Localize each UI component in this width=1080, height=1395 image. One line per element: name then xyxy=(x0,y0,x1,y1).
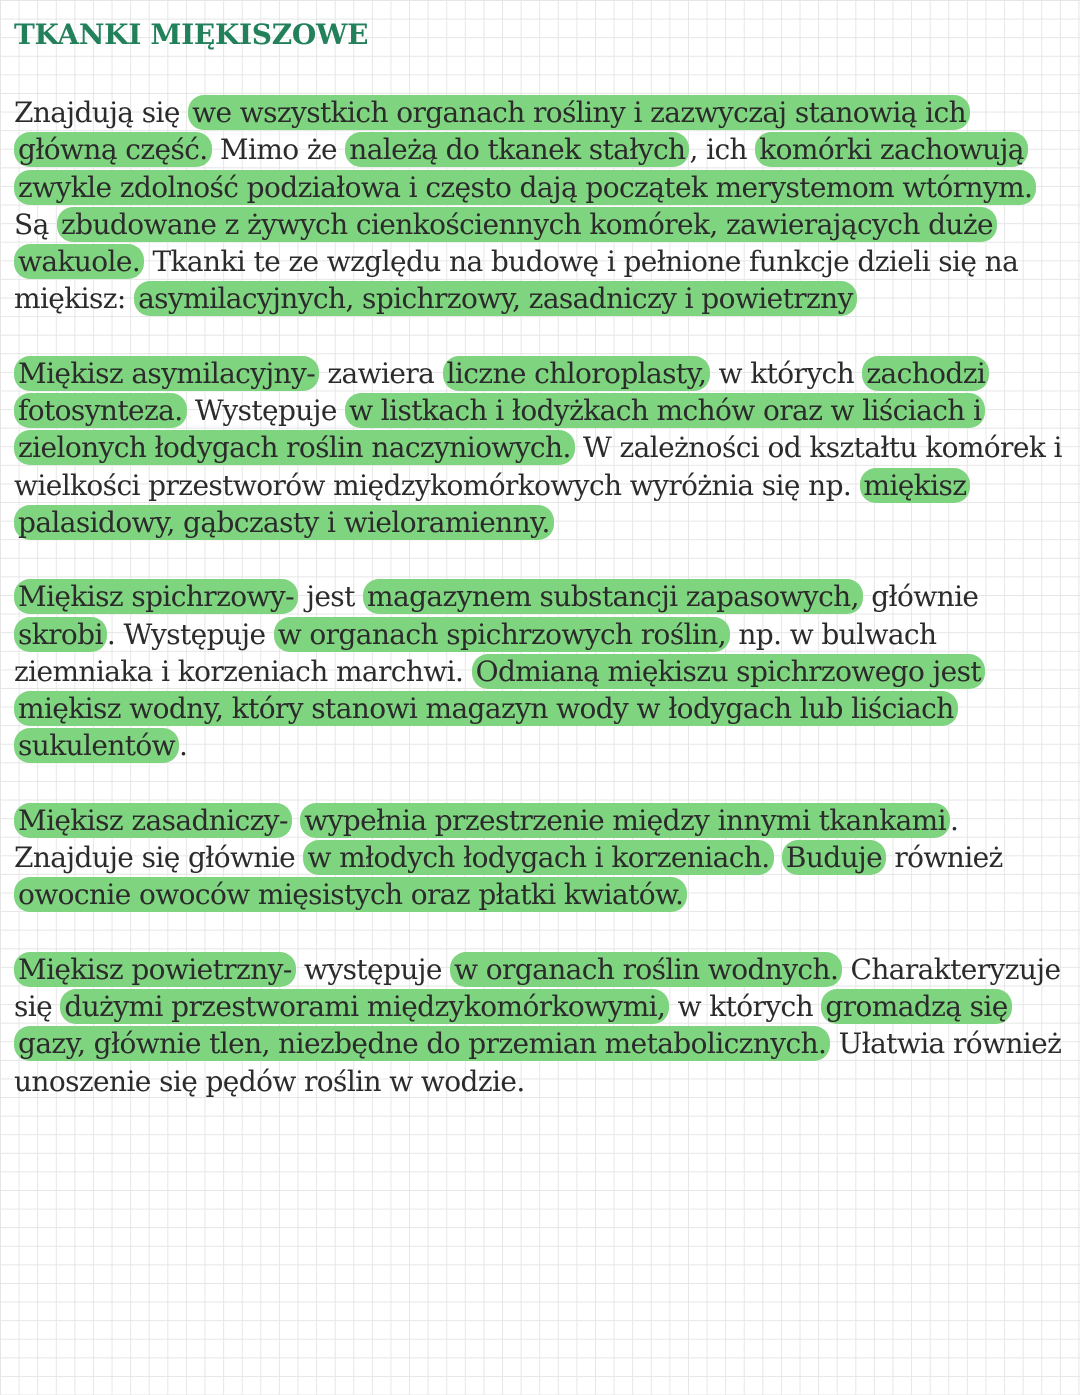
paragraph-intro xyxy=(14,94,1070,318)
highlighted-text: Odmianą miękiszu spichrzowego jest miękisz wodny, który stanowi magazyn wody w łodygach lub liściach sukulentów xyxy=(14,654,985,764)
highlighted-text: liczne chloroplasty, xyxy=(443,356,711,391)
highlighted-text: Miękisz asymilacyjny- xyxy=(14,356,319,391)
text-segment: . xyxy=(179,729,188,763)
text-segment: . Znajduje się głównie xyxy=(14,803,959,875)
text-segment: w których xyxy=(669,989,822,1023)
text-segment xyxy=(292,804,300,837)
text-segment: również xyxy=(886,841,1003,875)
text-segment: jest xyxy=(297,580,364,614)
text-segment: Występuje xyxy=(186,394,346,428)
paragraph-spichrzowy xyxy=(14,578,1070,764)
text-segment: Znajdują się xyxy=(14,96,189,129)
text-segment: Mimo że xyxy=(211,133,346,167)
highlighted-text: zbudowane z żywych cienkościennych komórek, zawierających duże wakuole. xyxy=(14,207,997,279)
highlighted-text: Miękisz powietrzny- xyxy=(14,952,296,987)
text-segment: Są xyxy=(14,207,57,241)
paragraph-asymilacyjny xyxy=(14,355,1070,541)
highlighted-text: wypełnia przestrzenie między innymi tkankami xyxy=(300,803,950,838)
paragraph-zasadniczy xyxy=(14,802,1070,914)
highlighted-text: w organach roślin wodnych. xyxy=(450,952,842,987)
highlighted-text: asymilacyjnych, spichrzowy, zasadniczy i powietrzny xyxy=(134,281,857,316)
note-page xyxy=(14,14,1070,1137)
paragraph-powietrzny xyxy=(14,951,1070,1100)
text-segment: , ich xyxy=(689,133,756,167)
highlighted-text: w listkach i łodyżkach mchów oraz w liściach i zielonych łodygach roślin naczyniowych. xyxy=(14,393,985,465)
text-segment: w których xyxy=(710,356,863,390)
highlighted-text: Miękisz spichrzowy- xyxy=(14,579,298,614)
highlighted-text: magazynem substancji zapasowych, xyxy=(363,579,863,614)
text-segment: . Występuje xyxy=(106,617,274,651)
text-segment: Tkanki te ze względu na budowę i pełnione funkcje dzieli się na miękisz: xyxy=(14,245,1019,316)
text-segment xyxy=(774,841,782,874)
highlighted-text: zachodzi fotosynteza. xyxy=(14,356,989,428)
highlighted-text: Miękisz zasadniczy- xyxy=(14,803,292,838)
highlighted-text: skrobi xyxy=(14,617,107,652)
text-segment: Ułatwia również unoszenie się pędów roślin w wodzie. xyxy=(14,1027,1062,1098)
highlighted-text: gromadzą się gazy, głównie tlen, niezbędne do przemian metabolicznych. xyxy=(14,989,1012,1061)
highlighted-text: we wszystkich organach rośliny i zazwyczaj stanowią ich główną część. xyxy=(14,95,970,167)
text-segment: zawiera xyxy=(319,356,443,390)
highlighted-text: miękisz palasidowy, gąbczasty i wieloramienny. xyxy=(14,468,970,540)
highlighted-text: w organach spichrzowych roślin, xyxy=(274,617,730,652)
highlighted-text: owocnie owoców mięsistych oraz płatki kwiatów. xyxy=(14,877,687,912)
text-segment: Charakteryzuje się xyxy=(14,952,1061,1023)
text-segment: np. w bulwach ziemniaka i korzeniach marchwi. xyxy=(14,617,937,688)
page-title: TKANKI MIĘKISZOWE xyxy=(14,18,369,51)
highlighted-text: dużymi przestworami międzykomórkowymi, xyxy=(60,989,669,1024)
text-segment: głównie xyxy=(862,580,979,614)
highlighted-text: w młodych łodygach i korzeniach. xyxy=(303,840,773,875)
highlighted-text: należą do tkanek stałych xyxy=(345,132,689,167)
highlighted-text: Buduje xyxy=(782,840,886,875)
highlighted-text: komórki zachowują zwykle zdolność podziałowa i często dają początek merystemom wtórnym. xyxy=(14,132,1036,204)
text-segment: występuje xyxy=(295,952,451,986)
text-segment: W zależności od kształtu komórek i wielkości przestworów międzykomórkowych wyróżnia się np. xyxy=(14,431,1062,502)
